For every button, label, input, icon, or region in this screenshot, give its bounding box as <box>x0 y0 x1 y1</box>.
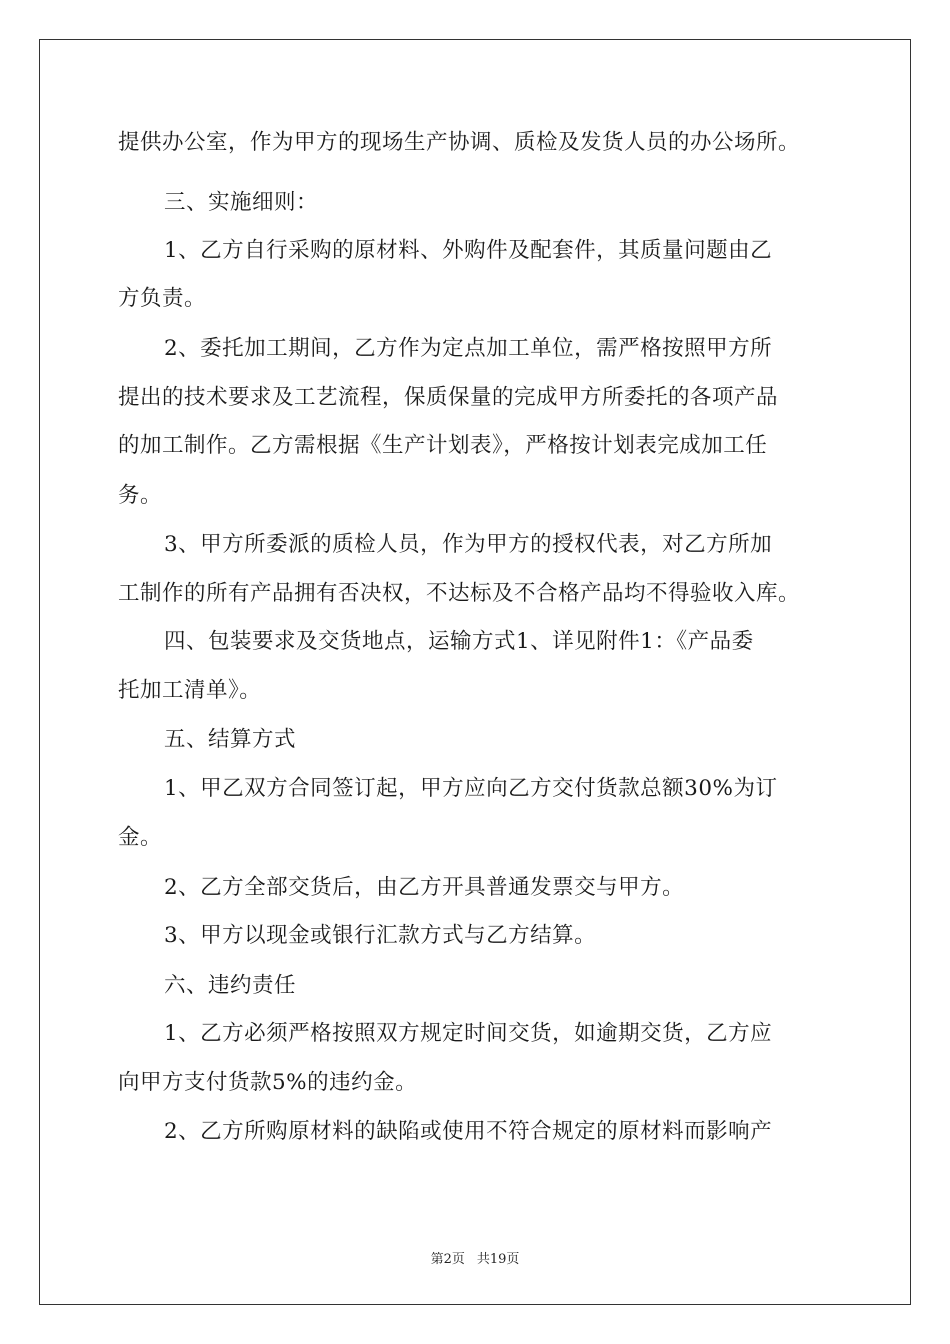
text-line: 的加工制作。乙方需根据《生产计划表》，严格按计划表完成加工任 <box>118 433 768 458</box>
section-heading: 六、违约责任 <box>164 973 297 998</box>
text-line: 工制作的所有产品拥有否决权，不达标及不合格产品均不得验收入库。 <box>118 581 801 606</box>
page-border <box>39 39 911 1305</box>
text-line: 1、甲乙双方合同签订起，甲方应向乙方交付货款总额30%为订 <box>164 776 778 801</box>
text-line: 1、乙方必须严格按照双方规定时间交货，如逾期交货，乙方应 <box>164 1021 773 1046</box>
text-line: 3、甲方以现金或银行汇款方式与乙方结算。 <box>164 923 597 948</box>
text-line: 务。 <box>118 483 163 508</box>
text-line: 提供办公室，作为甲方的现场生产协调、质检及发货人员的办公场所。 <box>118 130 801 155</box>
text-line: 提出的技术要求及工艺流程，保质保量的完成甲方所委托的各项产品 <box>118 385 779 410</box>
text-line: 2、乙方全部交货后，由乙方开具普通发票交与甲方。 <box>164 875 685 900</box>
section-heading: 三、实施细则： <box>164 190 319 215</box>
section-heading: 五、结算方式 <box>164 727 297 752</box>
text-line: 金。 <box>118 825 163 850</box>
text-line: 1、乙方自行采购的原材料、外购件及配套件，其质量问题由乙 <box>164 238 773 263</box>
text-line: 方负责。 <box>118 286 207 311</box>
page-footer <box>0 1248 950 1267</box>
text-line: 3、甲方所委派的质检人员，作为甲方的授权代表，对乙方所加 <box>164 532 773 557</box>
text-line: 向甲方支付货款5%的违约金。 <box>118 1070 418 1095</box>
text-line: 托加工清单》。 <box>118 678 262 703</box>
page-number: 第2页 <box>430 1252 465 1267</box>
text-line: 2、委托加工期间，乙方作为定点加工单位，需严格按照甲方所 <box>164 336 773 361</box>
section-heading: 四、包装要求及交货地点，运输方式1、详见附件1：《产品委 <box>164 629 754 654</box>
text-line: 2、乙方所购原材料的缺陷或使用不符合规定的原材料而影响产 <box>164 1119 773 1144</box>
page-total: 共19页 <box>476 1252 520 1267</box>
